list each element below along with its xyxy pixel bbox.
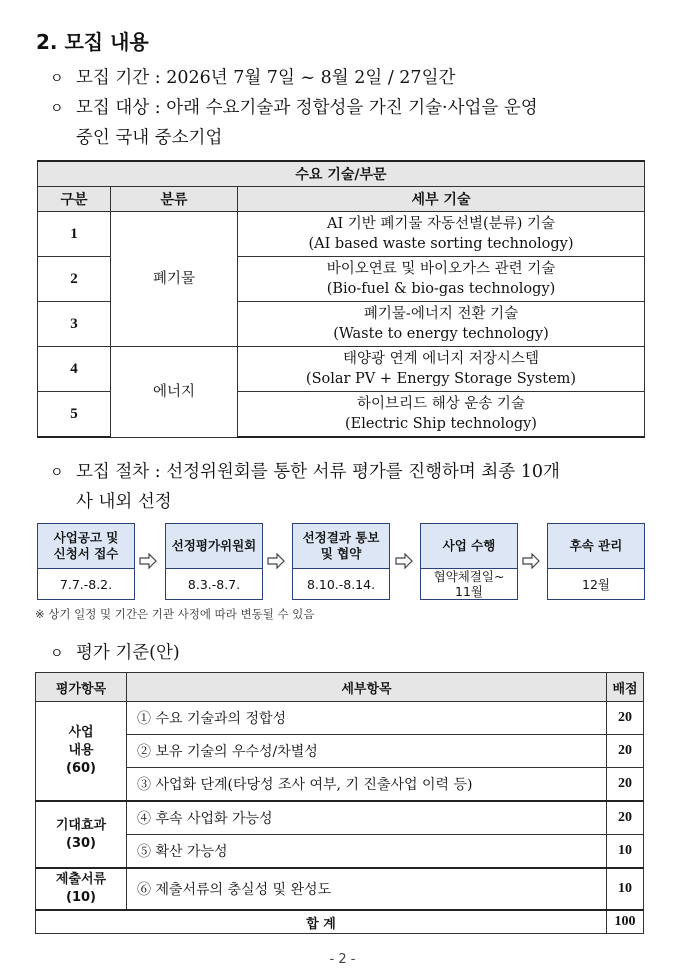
bullet-mark: ㅇ	[50, 71, 64, 87]
total-label: 합 계	[36, 910, 607, 934]
step-date: 7.7.-8.2.	[59, 576, 113, 592]
row-number: 5	[38, 392, 111, 438]
step-date: 8.3.-8.7.	[187, 576, 241, 592]
category-documents: 제출서류 (10)	[36, 868, 127, 910]
subitem-score: 20	[607, 768, 644, 802]
table-row	[36, 868, 644, 910]
bullet-process	[50, 457, 560, 488]
tech-name-en: (Solar PV + Energy Storage System)	[305, 371, 577, 387]
col-header-category: 분류	[111, 187, 238, 212]
subitem-score: 20	[607, 801, 644, 835]
step-label: 선정평가위원회	[166, 524, 262, 569]
process-step-3	[292, 523, 390, 600]
subitem-text: ③ 사업화 단계(타당성 조사 여부, 기 진출사업 이력 등)	[127, 768, 607, 802]
criteria-text: 평가 기준(안)	[76, 643, 180, 663]
tech-name-en: (Bio-fuel & bio-gas technology)	[326, 281, 556, 297]
arrow-right-icon	[395, 553, 413, 569]
step-date: 12월	[582, 576, 610, 592]
col-header-subitem: 세부항목	[127, 673, 607, 702]
total-row	[36, 910, 644, 934]
table-row	[38, 347, 645, 392]
bullet-criteria	[50, 638, 180, 669]
subitem-score: 20	[607, 735, 644, 768]
tech-name-ko: 폐기물-에너지 전환 기술	[363, 306, 519, 322]
tech-detail	[238, 347, 645, 392]
tech-name-ko: 태양광 연계 에너지 저장시스템	[343, 351, 539, 367]
table-row	[36, 702, 644, 735]
col-header-score: 배점	[607, 673, 644, 702]
row-number: 2	[38, 257, 111, 302]
col-header-no: 구분	[38, 187, 111, 212]
schedule-note: ※ 상기 일정 및 기간은 기관 사정에 따라 변동될 수 있음	[35, 607, 315, 621]
table-row	[38, 212, 645, 257]
bullet-target	[50, 93, 538, 124]
step-label: 사업공고 및 신청서 접수	[38, 524, 134, 569]
subitem-text: ① 수요 기술과의 정합성	[127, 702, 607, 735]
process-step-1	[37, 523, 135, 600]
subitem-score: 10	[607, 868, 644, 910]
tech-detail	[238, 257, 645, 302]
process-text-2: 사 내외 선정	[76, 492, 172, 512]
tech-table	[37, 160, 645, 438]
tech-name-ko: 바이오연료 및 바이오가스 관련 기술	[326, 261, 556, 277]
arrow-right-icon	[522, 553, 540, 569]
evaluation-table	[35, 672, 644, 934]
table-row	[36, 835, 644, 869]
step-label: 사업 수행	[421, 524, 517, 569]
tech-name-en: (Electric Ship technology)	[345, 416, 537, 432]
col-header-item: 평가항목	[36, 673, 127, 702]
category-energy: 에너지	[111, 347, 238, 438]
table-row	[36, 768, 644, 802]
table-row	[36, 801, 644, 835]
target-text-2: 중인 국내 중소기업	[76, 128, 223, 148]
tech-name-en: (AI based waste sorting technology)	[308, 236, 574, 252]
period-text: 모집 기간 : 2026년 7월 7일 ~ 8월 2일 / 27일간	[76, 68, 456, 88]
bullet-mark: ㅇ	[50, 646, 64, 662]
section-title: 2. 모집 내용	[36, 30, 149, 54]
process-step-4	[420, 523, 518, 600]
step-label: 후속 관리	[548, 524, 644, 569]
step-date: 협약체결일~ 11월	[433, 569, 505, 599]
row-number: 1	[38, 212, 111, 257]
total-score: 100	[607, 910, 644, 934]
row-number: 4	[38, 347, 111, 392]
subitem-score: 20	[607, 702, 644, 735]
subitem-text: ② 보유 기술의 우수성/차별성	[127, 735, 607, 768]
process-text-1: 모집 절차 : 선정위원회를 통한 서류 평가를 진행하며 최종 10개	[76, 462, 560, 482]
process-step-5	[547, 523, 645, 600]
tech-detail	[238, 302, 645, 347]
tech-name-en: (Waste to energy technology)	[333, 326, 549, 342]
arrow-right-icon	[267, 553, 285, 569]
row-number: 3	[38, 302, 111, 347]
target-text-1: 모집 대상 : 아래 수요기술과 정합성을 가진 기술·사업을 운영	[76, 98, 538, 118]
tech-name-ko: 하이브리드 해상 운송 기술	[357, 396, 525, 412]
process-step-2	[165, 523, 263, 600]
subitem-text: ④ 후속 사업화 가능성	[127, 801, 607, 835]
step-label: 선정결과 통보 및 협약	[293, 524, 389, 569]
subitem-text: ⑥ 제출서류의 충실성 및 완성도	[127, 868, 607, 910]
col-header-detail: 세부 기술	[238, 187, 645, 212]
category-business: 사업 내용 (60)	[36, 702, 127, 802]
tech-name-ko: AI 기반 폐기물 자동선별(분류) 기술	[326, 216, 556, 232]
bullet-mark: ㅇ	[50, 465, 64, 481]
page-number: - 2 -	[329, 952, 356, 967]
tech-detail	[238, 392, 645, 438]
bullet-mark: ㅇ	[50, 101, 64, 117]
bullet-period	[50, 63, 455, 94]
arrow-right-icon	[139, 553, 157, 569]
tech-table-caption: 수요 기술/부문	[38, 161, 645, 187]
table-row	[36, 735, 644, 768]
category-effect: 기대효과 (30)	[36, 801, 127, 868]
category-waste: 폐기물	[111, 212, 238, 347]
step-date: 8.10.-8.14.	[306, 576, 376, 592]
tech-detail	[238, 212, 645, 257]
subitem-score: 10	[607, 835, 644, 869]
subitem-text: ⑤ 확산 가능성	[127, 835, 607, 869]
